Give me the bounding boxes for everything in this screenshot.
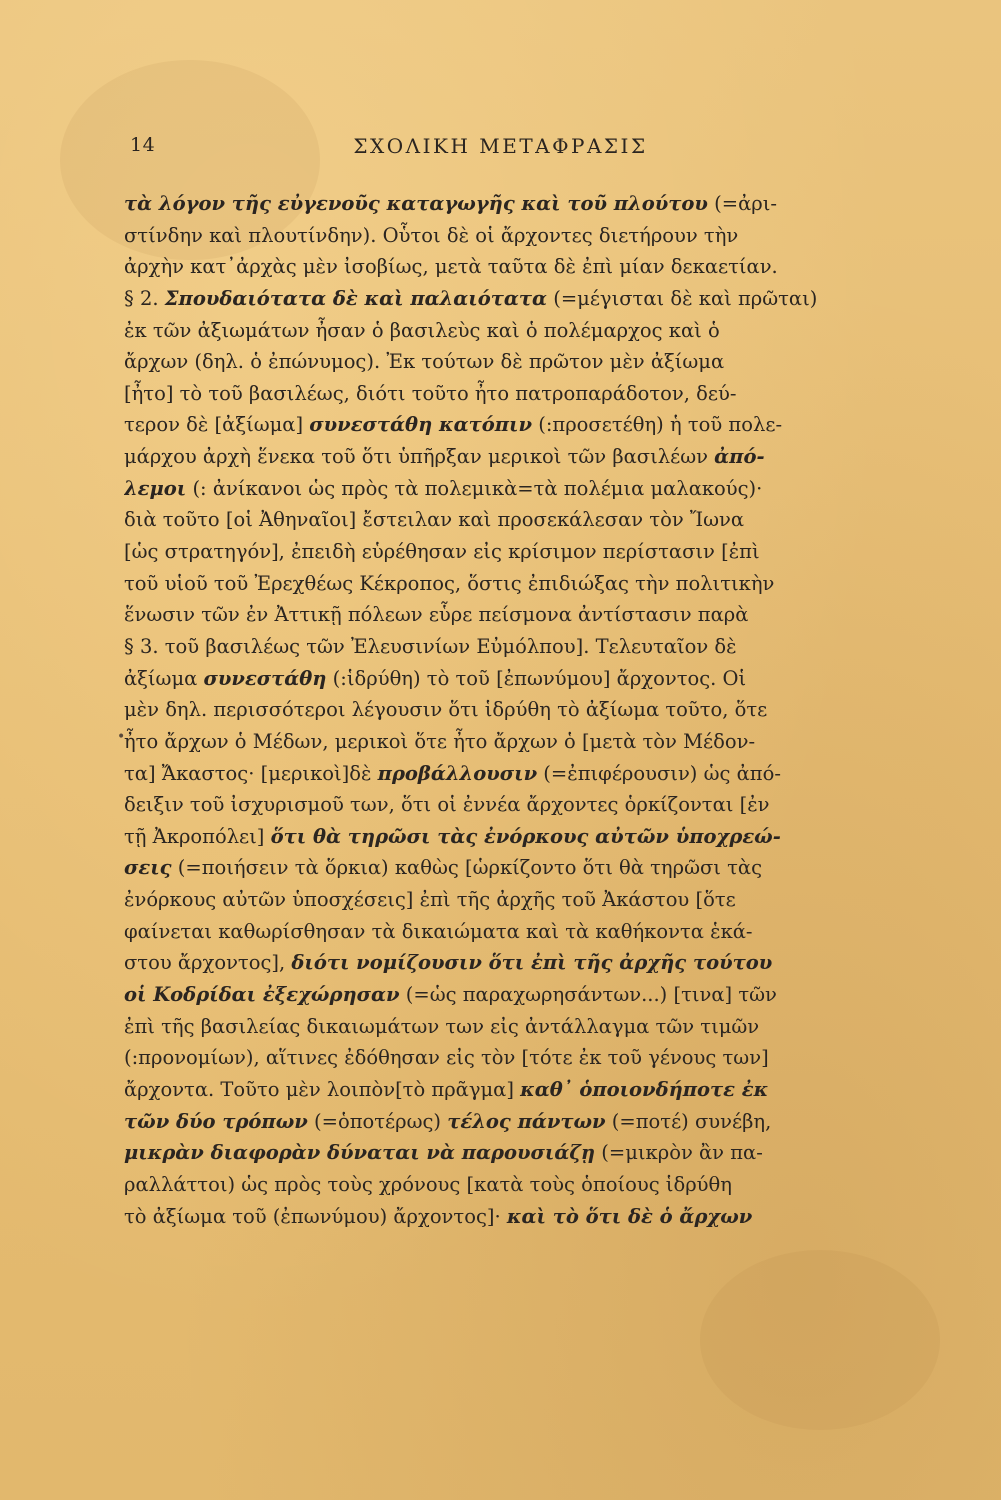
paper-stain <box>700 1250 940 1430</box>
line-text: (=μικρὸν ἂν πα- <box>595 1141 763 1165</box>
line-text: διὰ τοῦτο [οἱ Ἀθηναῖοι] ἔστειλαν καὶ προσεκάλεσαν τὸν Ἴωνα <box>124 508 745 532</box>
line-text: ραλλάττοι) ὡς πρὸς τοὺς χρόνους [κατὰ τοὺς ὁποίους ἱδρύθη <box>124 1172 732 1196</box>
text-line <box>124 631 930 663</box>
line-text: μὲν δηλ. περισσότεροι λέγουσιν ὅτι ἱδρύθη τὸ ἀξίωμα τοῦτο, ὅτε <box>124 698 768 722</box>
line-text: (=ὁποτέρως) <box>307 1109 448 1133</box>
text-line <box>124 947 930 979</box>
line-text: ἦτο ἄρχων ὁ Μέδων, μερικοὶ ὅτε ἦτο ἄρχων ὁ [μετὰ τὸν Μέδον- <box>124 729 756 753</box>
line-text: τα] Ἄκαστος· [μερικοὶ]δὲ <box>124 761 378 785</box>
body-text <box>124 188 930 1232</box>
text-line <box>124 220 930 252</box>
line-text: τερον δὲ [ἀξίωμα] <box>124 413 310 437</box>
running-title: ΣΧΟΛΙΚΗ ΜΕΤΑΦΡΑΣΙΣ <box>353 134 648 158</box>
line-text: δειξιν τοῦ ἰσχυρισμοῦ των, ὅτι οἱ ἐννέα ἄρχοντες ὁρκίζονται [ἐν <box>124 793 770 817</box>
line-text: ἀξίωμα <box>124 666 204 690</box>
text-line <box>124 821 930 853</box>
line-text: στίνδην καὶ πλουτίνδην). Οὗτοι δὲ οἱ ἄρχοντες διετήρουν τὴν <box>124 223 739 247</box>
line-text: § 3. τοῦ βασιλέως τῶν Ἐλευσινίων Εὐμόλπου]. Τελευταῖον δὲ <box>124 634 737 658</box>
text-line <box>124 694 930 726</box>
line-text: τῇ Ἀκροπόλει] <box>124 824 271 848</box>
text-line <box>124 315 930 347</box>
text-line <box>124 1074 930 1106</box>
line-text: [ἦτο] τὸ τοῦ βασιλέως, διότι τοῦτο ἦτο πατροπαράδοτον, δεύ- <box>124 381 737 405</box>
emphasized-quote: σεις <box>124 856 172 880</box>
line-text: τὸ ἀξίωμα τοῦ (ἐπωνύμου) ἄρχοντος]· <box>124 1204 507 1228</box>
line-text: (=ὡς παραχωρησάντων...) [τινα] τῶν <box>399 983 777 1007</box>
line-text: (=ποτέ) συνέβη, <box>605 1109 772 1133</box>
text-line <box>124 473 930 505</box>
page-header <box>0 134 1001 164</box>
emphasized-quote: μικρὰν διαφορὰν δύναται νὰ παρουσιάζῃ <box>124 1141 596 1165</box>
emphasized-quote: λεμοι <box>124 476 187 500</box>
emphasized-quote: καθ᾽ ὁποιονδήποτε ἐκ <box>520 1077 769 1101</box>
text-line <box>124 568 930 600</box>
text-line <box>124 789 930 821</box>
line-text: (:ἱδρύθη) τὸ τοῦ [ἐπωνύμου] ἄρχοντος. Οἱ <box>326 666 747 690</box>
line-text: ἄρχων (δηλ. ὁ ἐπώνυμος). Ἐκ τούτων δὲ πρῶτον μὲν ἀξίωμα <box>124 350 725 374</box>
line-text: ἐνόρκους αὐτῶν ὑποσχέσεις] ἐπὶ τῆς ἀρχῆς τοῦ Ἀκάστου [ὅτε <box>124 888 736 912</box>
text-line <box>124 916 930 948</box>
emphasized-quote: συνεστάθη κατόπιν <box>309 413 533 437</box>
text-line <box>124 283 930 315</box>
emphasized-quote: τέλος πάντων <box>447 1109 606 1133</box>
text-line <box>124 346 930 378</box>
line-text: ἕνωσιν τῶν ἐν Ἀττικῇ πόλεων εὗρε πείσμονα ἀντίστασιν παρὰ <box>124 603 749 627</box>
line-text: μάρχου ἀρχὴ ἕνεκα τοῦ ὅτι ὑπῆρξαν μερικοὶ τῶν βασιλέων <box>124 445 715 469</box>
text-line <box>124 1106 930 1138</box>
emphasized-quote: ἀπό- <box>714 445 765 469</box>
emphasized-quote: τῶν δύο τρόπων <box>124 1109 308 1133</box>
text-line <box>124 663 930 695</box>
line-text: ἐκ τῶν ἀξιωμάτων ἦσαν ὁ βασιλεὺς καὶ ὁ πολέμαρχος καὶ ὁ <box>124 318 720 342</box>
text-line <box>124 409 930 441</box>
line-text: [ὡς στρατηγόν], ἐπειδὴ εὑρέθησαν εἰς κρίσιμον περίστασιν [ἐπὶ <box>124 540 760 564</box>
emphasized-quote: προβάλλουσιν <box>377 761 538 785</box>
line-text: ἄρχοντα. Τοῦτο μὲν λοιπὸν[τὸ πρᾶγμα] <box>124 1077 521 1101</box>
text-line <box>124 884 930 916</box>
text-line <box>124 852 930 884</box>
line-text: ἀρχὴν κατ᾽ἀρχὰς μὲν ἰσοβίως, μετὰ ταῦτα δὲ ἐπὶ μίαν δεκαετίαν. <box>124 255 778 279</box>
text-line <box>124 378 930 410</box>
line-text: (=μέγισται δὲ καὶ πρῶται) <box>547 286 818 310</box>
line-text: (=ποιήσειν τὰ ὅρκια) καθὼς [ὡρκίζοντο ὅτι θὰ τηρῶσι τὰς <box>171 856 763 880</box>
text-line <box>124 758 930 790</box>
emphasized-quote: τὰ λόγον τῆς εὐγενοῦς καταγωγῆς καὶ τοῦ πλούτου <box>124 192 708 215</box>
text-line <box>124 536 930 568</box>
line-text: ἐπὶ τῆς βασιλείας δικαιωμάτων των εἰς ἀντάλλαγμα τῶν τιμῶν <box>124 1014 760 1038</box>
line-text: (=ἀρι- <box>707 192 777 215</box>
line-text: φαίνεται καθωρίσθησαν τὰ δικαιώματα καὶ τὰ καθήκοντα ἑκά- <box>124 919 753 943</box>
emphasized-quote: ὅτι θὰ τηρῶσι τὰς ἐνόρκους αὐτῶν ὑποχρεώ- <box>270 824 781 848</box>
emphasized-quote: Σπουδαιότατα δὲ καὶ παλαιότατα <box>164 286 548 310</box>
line-text: στου ἄρχοντος], <box>124 951 292 975</box>
line-text: τοῦ υἱοῦ τοῦ Ἐρεχθέως Κέκροπος, ὅστις ἐπιδιώξας τὴν πολιτικὴν <box>124 571 775 595</box>
text-line <box>124 504 930 536</box>
text-line <box>124 1042 930 1074</box>
emphasized-quote: οἱ Κοδρίδαι ἐξεχώρησαν <box>124 983 400 1007</box>
emphasized-quote: διότι νομίζουσιν ὅτι ἐπὶ τῆς ἀρχῆς τούτου <box>291 951 773 975</box>
text-line <box>124 726 930 758</box>
text-line <box>124 1137 930 1169</box>
line-text: (: ἀνίκανοι ὡς πρὸς τὰ πολεμικὰ=τὰ πολέμια μαλακούς)· <box>186 476 763 500</box>
emphasized-quote: συνεστάθη <box>203 666 327 690</box>
text-line <box>124 1011 930 1043</box>
line-text: (:προσετέθη) ἡ τοῦ πολε- <box>532 413 783 437</box>
page-number: 14 <box>130 134 156 156</box>
text-line <box>124 251 930 283</box>
margin-dot: • <box>117 729 126 745</box>
text-line <box>124 1169 930 1201</box>
text-line <box>124 188 930 220</box>
text-line <box>124 441 930 473</box>
line-text: (:προνομίων), αἵτινες ἐδόθησαν εἰς τὸν [τότε ἐκ τοῦ γένους των] <box>124 1046 769 1070</box>
text-line <box>124 1201 930 1233</box>
emphasized-quote: καὶ τὸ ὅτι δὲ ὁ ἄρχων <box>506 1204 753 1228</box>
line-text: (=ἐπιφέρουσιν) ὡς ἀπό- <box>537 761 781 785</box>
text-line <box>124 599 930 631</box>
text-line <box>124 979 930 1011</box>
line-text: § 2. <box>124 286 165 310</box>
